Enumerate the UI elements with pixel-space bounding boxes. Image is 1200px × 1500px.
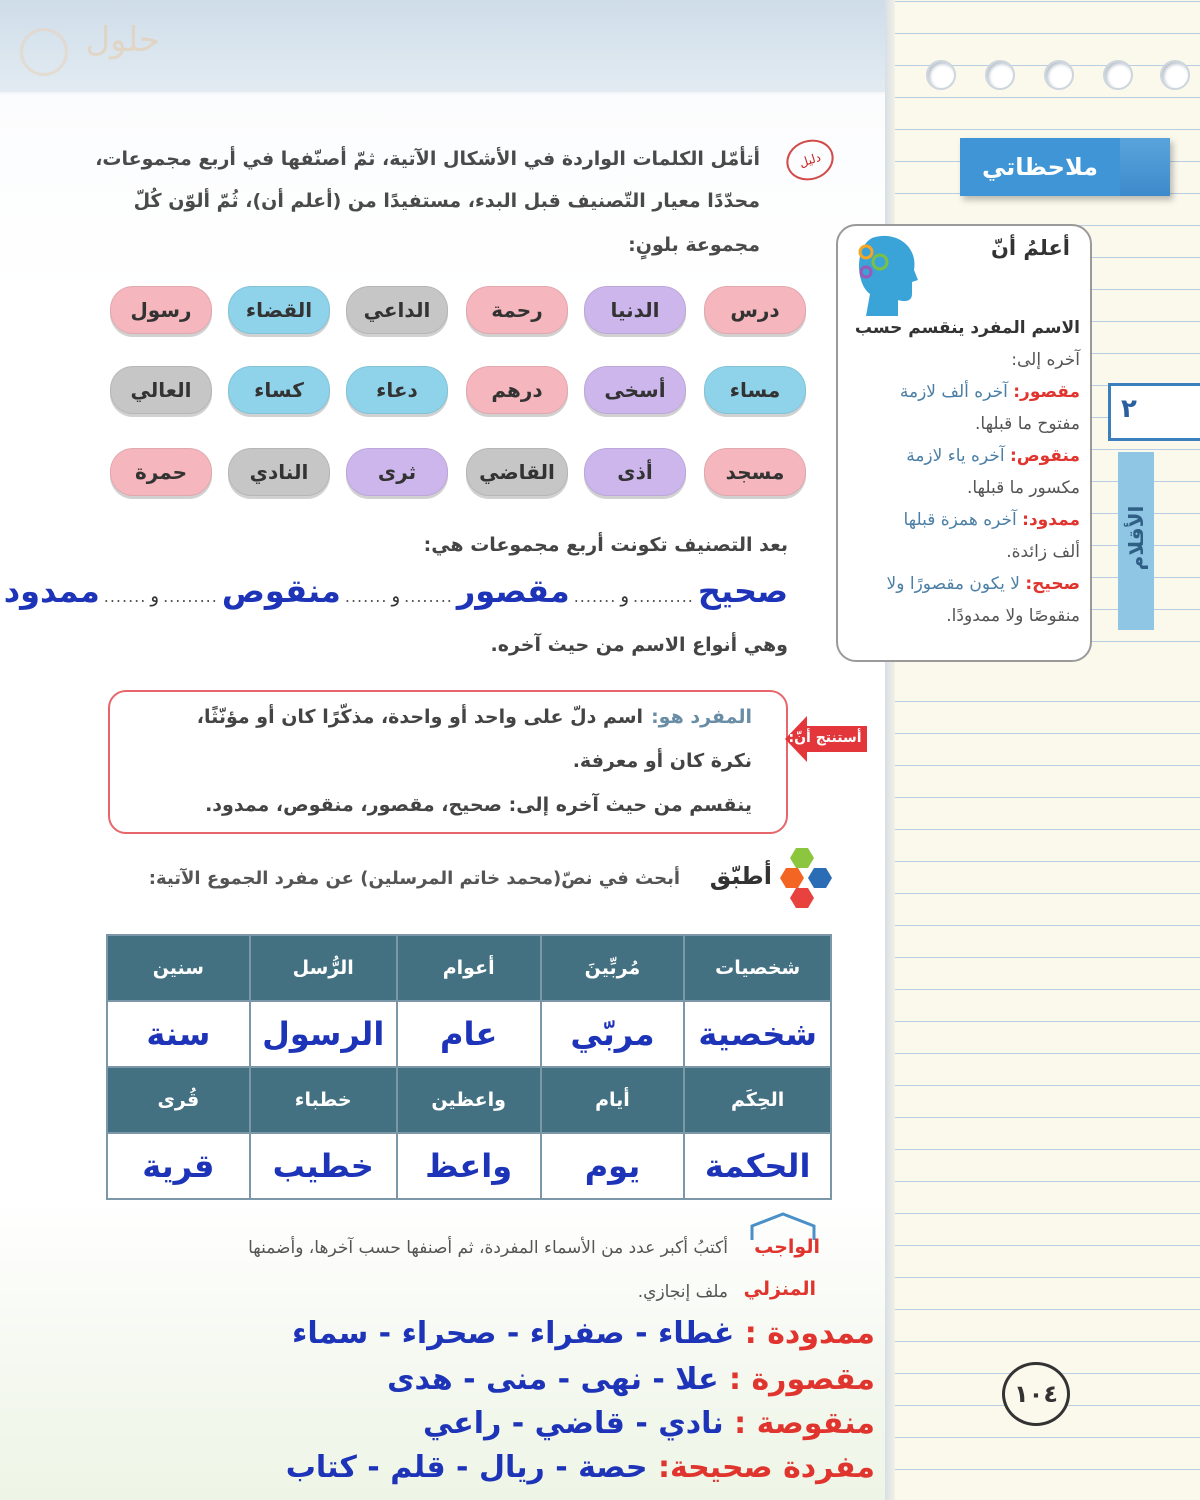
table-answer: يوم <box>584 1147 641 1185</box>
word-pill: الدنيا <box>584 286 686 334</box>
word-pill: مساء <box>704 366 806 414</box>
table-answer-row <box>107 1001 831 1067</box>
notes-tab-label: ملاحظاتي <box>960 138 1120 196</box>
word-pill: دعاء <box>346 366 448 414</box>
handwritten-key: مفردة صحيحة: <box>657 1450 875 1485</box>
dots: ........ <box>404 587 453 606</box>
conclusion-tag: أستنتج أنّ: <box>788 730 862 746</box>
table-answer: خطيب <box>272 1147 374 1185</box>
conjunction: و <box>150 586 160 607</box>
table-header-cell: سنين <box>107 935 250 1001</box>
homework-text-1: أكتبُ أكبر عدد من الأسماء المفردة، ثم أصنفها حسب آخرها، وأضمنها <box>248 1238 728 1258</box>
table-answer-cell <box>684 1133 831 1199</box>
table-header-cell: مُربِّينَ <box>541 935 685 1001</box>
handwritten-line <box>387 1362 875 1397</box>
intro-line-1: أتأمّل الكلمات الواردة في الأشكال الآتية، ثمّ أصنّفها في أربع مجموعات، <box>95 148 760 170</box>
info-text: آخره همزة قبلها <box>903 510 1017 530</box>
info-line: ألف زائدة. <box>1006 542 1080 562</box>
table-answer: واعظ <box>425 1147 513 1185</box>
table-answer: سنة <box>146 1015 211 1053</box>
hexagons-icon <box>772 846 836 910</box>
watermark: حلول <box>85 20 160 60</box>
table-answer-cell <box>250 1133 397 1199</box>
conclusion-term: المفرد هو: <box>651 706 752 728</box>
info-key: منقوص: <box>1009 446 1080 466</box>
word-pill: أسخى <box>584 366 686 414</box>
table-answer-cell <box>684 1001 831 1067</box>
group-answer: مقصور <box>456 572 570 610</box>
unit-number-tab <box>1108 383 1200 441</box>
conclusion-def-1: اسم دلّ على واحد أو واحدة، مذكّرًا كان أو مؤنّثًا، <box>196 706 644 728</box>
homework-label-2: المنزلي <box>743 1278 816 1300</box>
singulars-table <box>106 934 832 1200</box>
info-text: لا يكون مقصورًا ولا <box>886 574 1020 594</box>
conjunction: و <box>620 586 630 607</box>
table-header-cell: الحِكَم <box>684 1067 831 1133</box>
groups-intro: بعد التصنيف تكونت أربع مجموعات هي: <box>423 534 788 556</box>
info-title: أعلمُ أنّ <box>990 236 1070 260</box>
dots: ....... <box>344 587 388 606</box>
table-answer-cell <box>250 1001 397 1067</box>
binder-hole <box>985 60 1015 90</box>
apply-text: أبحث في نصّ(محمد خاتم المرسلين) عن مفرد الجموع الآتية: <box>148 868 680 889</box>
word-pill: أذى <box>584 448 686 496</box>
conclusion-def-2: نكرة كان أو معرفة. <box>572 750 752 772</box>
table-header-cell: خطباء <box>250 1067 397 1133</box>
word-pill: درهم <box>466 366 568 414</box>
table-answer-cell <box>107 1133 250 1199</box>
table-header-cell: قُرى <box>107 1067 250 1133</box>
info-line-maqsur <box>900 382 1080 402</box>
binder-hole <box>1044 60 1074 90</box>
handwritten-key: مقصورة : <box>729 1362 875 1397</box>
table-answer: الرسول <box>262 1015 385 1053</box>
notes-tab <box>960 138 1170 196</box>
group-answer: منقوص <box>221 572 341 610</box>
word-pill: الداعي <box>346 286 448 334</box>
dots: ......... <box>163 587 218 606</box>
info-line: آخره إلى: <box>1011 350 1080 370</box>
table-header-cell: الرُّسل <box>250 935 397 1001</box>
info-key: صحيح: <box>1025 574 1080 594</box>
info-line-manqus <box>906 446 1080 466</box>
table-answer-cell <box>541 1001 685 1067</box>
word-pill: درس <box>704 286 806 334</box>
info-text: آخره ياء لازمة <box>906 446 1005 466</box>
apply-title: أطبّق <box>709 862 772 890</box>
table-answer: شخصية <box>698 1015 817 1053</box>
group-answer: ممدود <box>3 572 100 610</box>
table-answer: الحكمة <box>704 1147 811 1185</box>
intro-line-2: محدّدًا معيار التّصنيف قبل البدء، مستفيدًا من (أعلم أن)، ثُمّ ألوّن كُلّ <box>133 190 760 212</box>
info-line-mamdud <box>903 510 1080 530</box>
word-pill: رحمة <box>466 286 568 334</box>
handwritten-key: ممدودة : <box>744 1316 875 1351</box>
info-line: مكسور ما قبلها. <box>966 478 1080 498</box>
table-header-cell: أيام <box>541 1067 685 1133</box>
table-answer: قرية <box>142 1147 215 1185</box>
groups-outro: وهي أنواع الاسم من حيث آخره. <box>490 634 788 656</box>
unit-title: الأقلام <box>1124 505 1148 571</box>
info-line-sahih <box>887 574 1080 594</box>
binder-hole <box>1103 60 1133 90</box>
handwritten-key: منقوصة : <box>734 1406 875 1441</box>
table-header-row <box>107 1067 831 1133</box>
handwritten-line <box>292 1316 875 1351</box>
handwritten-words: نادي - قاضي - راعي <box>422 1406 724 1441</box>
table-answer: عام <box>439 1015 498 1053</box>
binder-hole <box>1160 60 1190 90</box>
head-gears-icon <box>852 232 922 320</box>
word-pill: العالي <box>110 366 212 414</box>
homework-label-1: الواجب <box>754 1236 820 1258</box>
binder-hole <box>926 60 956 90</box>
conjunction: و <box>391 586 401 607</box>
dots: ....... <box>103 587 147 606</box>
evidence-badge: دليل <box>781 134 839 187</box>
handwritten-line <box>286 1450 875 1485</box>
table-answer-cell <box>107 1001 250 1067</box>
word-pill: حمرة <box>110 448 212 496</box>
table-header-cell: واعظين <box>397 1067 541 1133</box>
handwritten-line <box>423 1406 875 1441</box>
groups-answer-line <box>3 572 788 622</box>
conclusion-def-3: ينقسم من حيث آخره إلى: صحيح، مقصور، منقوص، ممدود. <box>205 794 752 816</box>
table-header-cell: أعوام <box>397 935 541 1001</box>
info-line: مفتوح ما قبلها. <box>975 414 1080 434</box>
unit-number: ٢ <box>1121 394 1137 424</box>
word-pill: رسول <box>110 286 212 334</box>
page-number: ١٠٤ <box>1002 1362 1070 1426</box>
table-header-row <box>107 935 831 1001</box>
word-pill: كساء <box>228 366 330 414</box>
info-key: ممدود: <box>1022 510 1080 530</box>
info-line: منقوصًا ولا ممدودًا. <box>946 606 1080 626</box>
table-answer: مربّي <box>570 1015 655 1053</box>
table-answer-row <box>107 1133 831 1199</box>
info-key: مقصور: <box>1013 382 1080 402</box>
handwritten-words: علا - نهى - منى - هدى <box>387 1362 719 1397</box>
handwritten-words: غطاء - صفراء - صحراء - سماء <box>292 1316 735 1351</box>
word-pill: القاضي <box>466 448 568 496</box>
word-pill: ثرى <box>346 448 448 496</box>
info-text: آخره ألف لازمة <box>899 382 1008 402</box>
handwritten-words: حصة - ريال - قلم - كتاب <box>285 1450 648 1485</box>
word-pill: مسجد <box>704 448 806 496</box>
dots: ....... <box>573 587 617 606</box>
table-answer-cell <box>541 1133 685 1199</box>
group-answer: صحيح <box>697 572 788 610</box>
table-header-cell: شخصيات <box>684 935 831 1001</box>
word-pill: النادي <box>228 448 330 496</box>
table-answer-cell <box>397 1001 541 1067</box>
word-pill: القضاء <box>228 286 330 334</box>
unit-title-tab <box>1118 452 1154 630</box>
table-answer-cell <box>397 1133 541 1199</box>
info-line: الاسم المفرد ينقسم حسب <box>854 318 1080 338</box>
conclusion-line-1 <box>197 706 752 728</box>
homework-text-2: ملف إنجازي. <box>637 1282 728 1302</box>
intro-line-3: مجموعة بلونٍ: <box>628 234 760 256</box>
dots: .......... <box>633 587 694 606</box>
